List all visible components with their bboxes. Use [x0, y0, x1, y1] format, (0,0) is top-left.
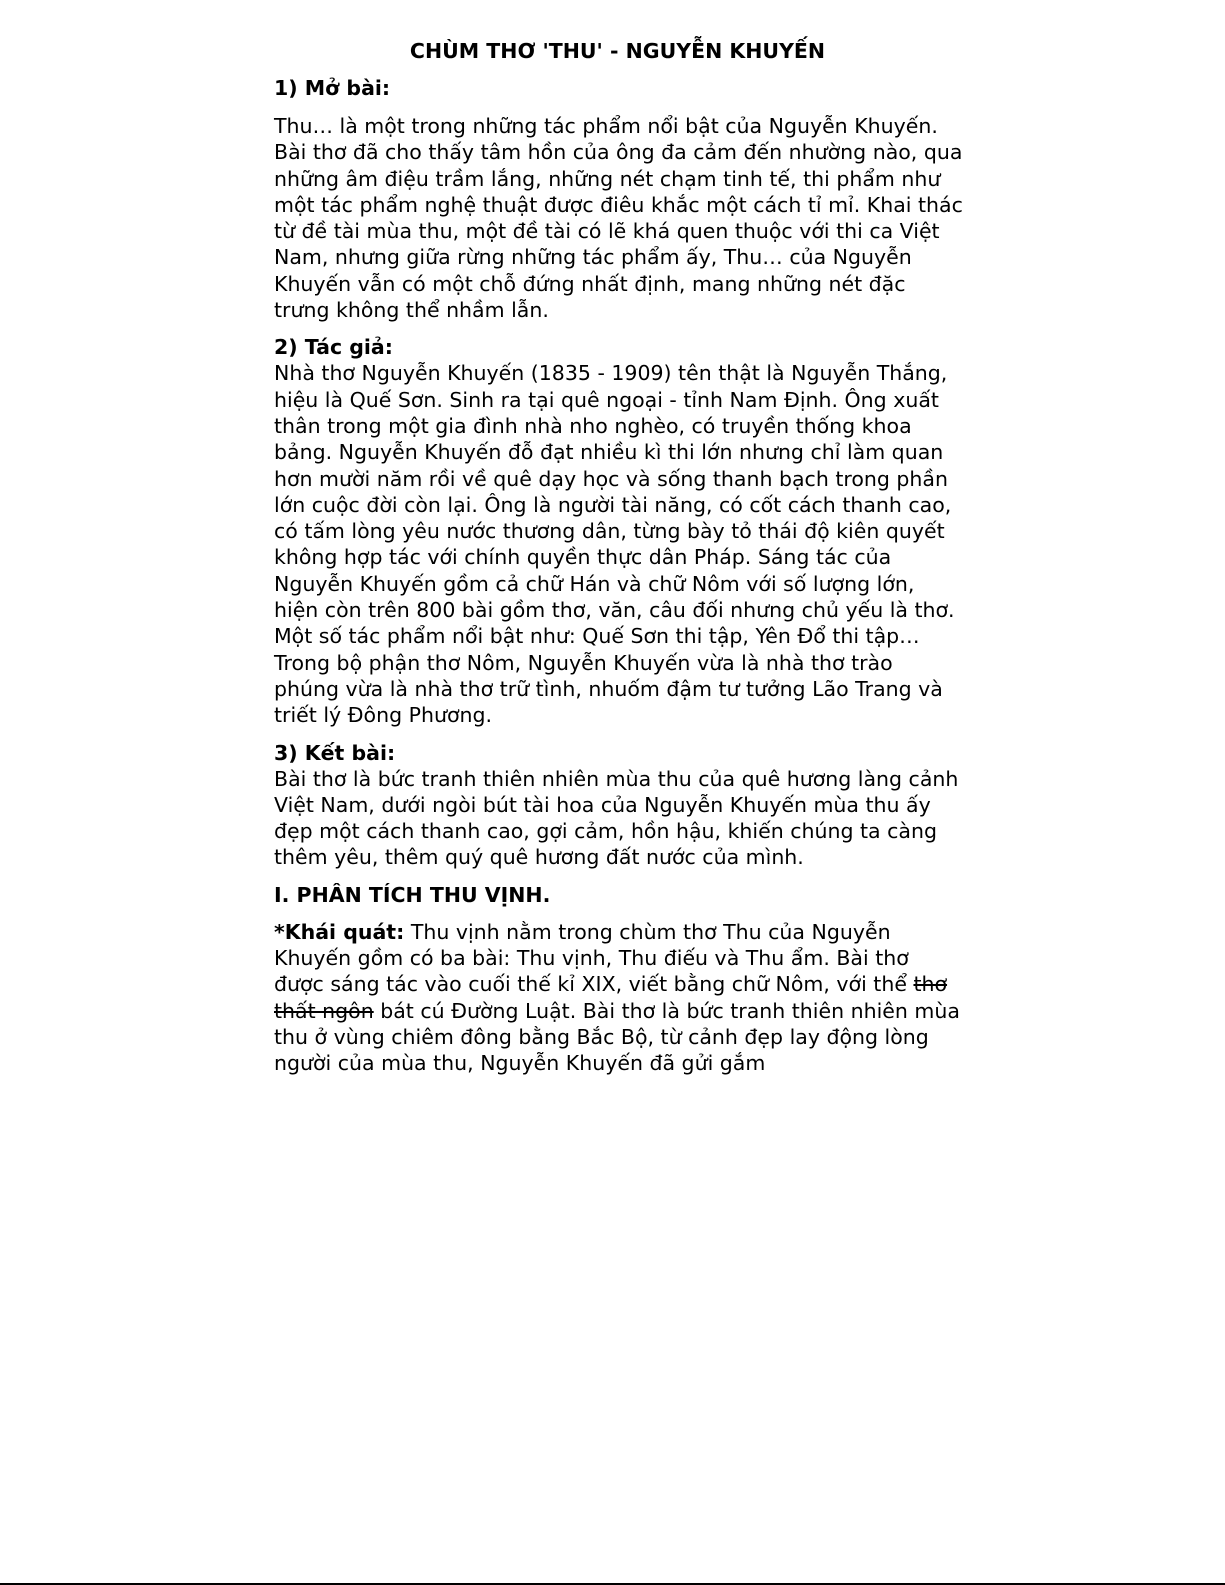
paragraph-tac-gia: Nhà thơ Nguyễn Khuyến (1835 - 1909) tên thật là Nguyễn Thắng, hiệu là Quế Sơn. Sinh ra tại quê ngoại - tỉnh Nam Định. Ông xuất thân trong một gia đình nhà nho nghèo, có truyền thống khoa bảng. Nguyễn Khuyến đỗ đạt nhiều kì thi lớn nhưng chỉ làm quan hơn mười năm rồi về quê dạy học và sống thanh bạch trong phần lớn cuộc đời còn lại. Ông là người tài năng, có cốt cách thanh cao, có tấm lòng yêu nước thương dân, từng bày tỏ thái độ kiên quyết không hợp tác với chính quyền thực dân Pháp. Sáng tác của Nguyễn Khuyến gồm cả chữ Hán và chữ Nôm với số lượng lớn, hiện còn trên 800 bài gồm thơ, văn, câu đối nhưng chủ yếu là thơ. Một số tác phẩm nổi bật như: Quế Sơn thi tập, Yên Đổ thi tập… Trong bộ phận thơ Nôm, Nguyễn Khuyến vừa là nhà thơ trào phúng vừa là nhà thơ trữ tình, nhuốm đậm tư tưởng Lão Trang và triết lý Đông Phương.	[274, 361, 955, 728]
document-title: CHÙM THƠ 'THU' - NGUYỄN KHUYẾN	[409, 39, 826, 63]
heading-mo-bai: 1) Mở bài:	[274, 76, 391, 100]
heading-ket-bai: 3) Kết bài:	[274, 740, 396, 765]
struck-text: thơ thất ngôn	[274, 972, 948, 1023]
paragraph-mo-bai: Thu… là một trong những tác phẩm nổi bật của Nguyễn Khuyến. Bài thơ đã cho thấy tâm hồn của ông đa cảm đến nhường nào, qua những âm điệu trầm lắng, những nét chạm tinh tế, thi phẩm như một tác phẩm nghệ thuật được điêu khắc một cách tỉ mỉ. Khai thác từ đề tài mùa thu, một đề tài có lẽ khá quen thuộc với thi ca Việt Nam, nhưng giữa rừng những tác phẩm ấy, Thu… của Nguyễn Khuyến vẫn có một chỗ đứng nhất định, mang những nét đặc trưng không thể nhầm lẫn.	[274, 114, 963, 323]
heading-phan-tich-thu-vinh: I. PHÂN TÍCH THU VỊNH.	[274, 882, 551, 907]
document-body	[274, 36, 964, 1077]
khai-quat-text-2: bát cú Đường Luật. Bài thơ là bức tranh thiên nhiên mùa thu ở vùng chiêm đông bằng Bắc Bộ, từ cảnh đẹp lay động lòng người của mùa thu, Nguyễn Khuyến đã gửi gắm	[274, 998, 960, 1076]
heading-tac-gia: 2) Tác giả:	[274, 335, 393, 360]
lead-label-khai-quat: *Khái quát:	[274, 919, 405, 944]
paragraph-ket-bai: Bài thơ là bức tranh thiên nhiên mùa thu của quê hương làng cảnh Việt Nam, dưới ngòi bút tài hoa của Nguyễn Khuyến mùa thu ấy đẹp một cách thanh cao, gợi cảm, hồn hậu, khiến chúng ta càng thêm yêu, thêm quý quê hương đất nước của mình.	[274, 766, 959, 870]
paragraph-khai-quat	[274, 919, 964, 1077]
khai-quat-text-1: Thu vịnh nằm trong chùm thơ Thu của Nguyễn Khuyến gồm có ba bài: Thu vịnh, Thu điếu và Thu ẩm. Bài thơ được sáng tác vào cuối thế kỉ XIX, viết bằng chữ Nôm, với thể	[274, 919, 914, 997]
